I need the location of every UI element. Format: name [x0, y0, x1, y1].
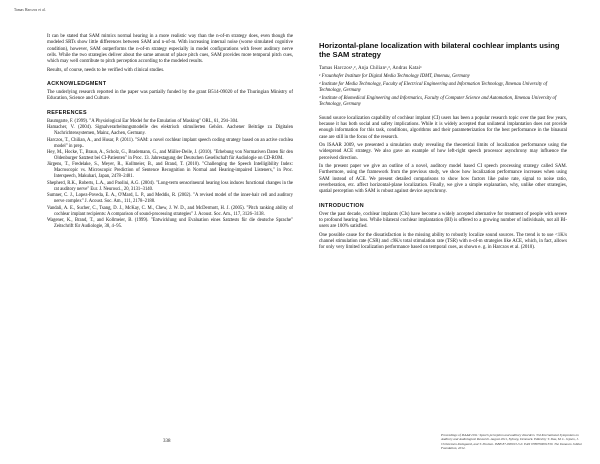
affiliation: ³ Institute of Biomedical Engineering and Informatics, Faculty of Computer Science and Automation, Ilmenau University of Technology, Germany [319, 95, 557, 107]
proceedings-footnote: Proceedings of ISAAR 2011: Speech perception and auditory disorders. 3rd International Symposium on Auditory and Audiological Research. August 2011, Nyborg, Denmark. Edited by T. Dau, M. L. Jepsen, J. Christensen-Dalsgaard, and T. Poulsen. ISBN 87-990013-3-0. EAN 9788799001330. The Danavox Jubilee Foundation, 2012. [441, 433, 583, 450]
running-head: Tamas Harczos et al. [14, 8, 46, 12]
abstract-paragraph: On ISAAR 2009, we presented a simulation study revealing the theoretical limits of localization performance using the widespread ACE strategy. We also gave an example of how left-right speech processor asynchrony may influence the perceived direction. [319, 142, 567, 161]
affiliation: ¹ Fraunhofer Institute for Digital Media Technology IDMT, Ilmenau, Germany [319, 73, 470, 79]
references-heading: REFERENCES [47, 109, 87, 116]
introduction-paragraph: One possible cause for the dissatisfaction is the missing ability to robustly localize sound sources. The trend is to use <1K/s channel stimulation rate (CSR) and ≤9K/s total stimulation rate (TSR) with n-of-m strategies like ACE, which, in fact, allows for only very limited localization performance based on temporal cues, as shown e. g. in Harczos et al. (2010). [319, 232, 567, 251]
reference-item: Shepherd, R.K., Roberts, L.A., and Paolini, A.G. (2004). "Long-term sensorineural hearing loss induces functional changes in the rat auditory nerve" Eur. J. Neurosci., 20, 3131–3140. [47, 180, 293, 192]
abstract-paragraph: In the present paper we give an outline of a novel, auditory model based CI speech processing strategy called SAM. Furthermore, using the framework from the previous study, we show how localization performance increases when using SAM instead of ACE. We present detailed comparisons to show how factors like pulse rate, signal to noise ratio, reverberation, etc. affect horizontal-plane localization. Finally, we give a simple explanation, why, unlike other strategies, spatial perception with SAM is robust against device asynchrony. [319, 164, 567, 195]
page-number: 338 [163, 439, 171, 444]
acknowledgment-text: The underlying research reported in the paper was partially funded by the grant B514-09020 of the Thuringian Ministry of Education, Science and Culture. [47, 90, 293, 102]
body-paragraph: It can be stated that SAM mimics normal hearing in a more realistic way than the n-of-m strategy does, even though the modeled SRTs show little differences between SAM and n-of-m. With increasing internal noise (worse simulated cognitive condition), however, SAM outperforms the n-of-m strategy especially in model configurations with fewer auditory nerve cells. While the two strategies deliver about the same amount of place pitch cues, SAM provides more temporal pitch cues, which may well contribute to pitch perception according to the modeled results. [47, 34, 293, 65]
reference-item: Vandali, A. E., Sucher, C., Tsang, D. J., McKay, C. M., Chew, J. W. D., and McDermott, H. J. (2005). "Pitch ranking ability of cochlear implant recipients: A comparison of sound-processing strategies" J. Acoust. Soc. Am., 117, 3126–3138. [47, 205, 293, 217]
left-column [47, 34, 293, 230]
reference-item: Baumgarte, F. (1999). "A Physiological Ear Model for the Emulation of Masking" ORL, 61, 294–304. [47, 118, 239, 124]
reference-item: Harczos, T., Chilian, A., and Husar, P. (2011). "SAM: a novel cochlear implant speech coding strategy based on an active cochlea model" in prep.. [47, 137, 293, 149]
abstract-paragraph: Sound source localization capability of cochlear implant (CI) users has been a popular research topic over the past few years, because it has both social and safety implications. While it is widely accepted that unilateral implantation does not provide enough information for this task, conditions, algorithms and their parameterization for the best performance in the binaural case are still in the focus of the research. [319, 115, 567, 140]
body-paragraph: Results, of course, needs to be verified with clinical studies. [47, 67, 165, 73]
author-list: Tamas Harczos¹,², Anja Chilian¹,³, Andras Katai¹ [319, 65, 422, 71]
reference-list [47, 119, 293, 230]
reference-item: Jürgens, T., Fredelake, S., Meyer, R., Kollmeier, B., and Brand, T. (2010). "Challenging the Speech Intelligibility Index: Macroscopic vs. Microscopic Prediction of Sentence Recognition in Normal and Hearing-impaired Listeners," in Proc. Interspeech, Makuhari, Japan, 2478–2481. [47, 162, 293, 180]
introduction-paragraph: Over the past decade, cochlear implants (CIs) have become a widely accepted alternative for treatment of people with severe to profound hearing loss. While bilateral cochlear implantation (BI) is offered to a growing number of individuals, not all BI-users are 100% satisfied. [319, 211, 567, 230]
right-column [319, 34, 567, 254]
abstract [319, 116, 567, 196]
paper-title: Horizontal-plane localization with bilateral cochlear implants using the SAM strategy [319, 41, 560, 59]
introduction-heading: INTRODUCTION [319, 202, 364, 209]
reference-item: Wagener, K., Brand, T., and Kollmeier, B. (1999). "Entwicklung und Evaluation eines Satztests für die deutsche Sprache" Zeitschrift für Audiologie, 38, 4–95. [47, 218, 293, 229]
reference-item: Hey, M., Hocke, T., Braun, A., Scholz, G., Brademann, G., and Müller-Deile, J. (2010). "Erhebung von Normativen Daten für den Oldenburger Satztest bei CI-Patienten" in Proc. 13. Jahrestagung der Deutschen Gesellschaft für Audiologie on CD-ROM. [47, 150, 293, 161]
reference-item: Sumner, C. J., Lopez-Poveda, E. A., O'Mard, L. P., and Meddis, R. (2002). "A revised model of the inner-hair cell and auditory nerve complex" J. Acoust. Soc. Am., 111, 2178–2188. [47, 193, 293, 205]
reference-item: Hamacher, V. (2004). Signalverarbeitungsmodelle des elektrisch stimulierten Gehörs. Aachener Beiträge zu Digitalen Nachrichtensystemen, Mainz, Aachen, Germany. [47, 125, 293, 137]
acknowledgment-heading: ACKNOWLEDGMENT [47, 81, 107, 88]
affiliation: ² Institute for Media Technology, Faculty of Electrical Engineering and Information Technology, Ilmenau University of Technology, Germany [319, 81, 548, 93]
